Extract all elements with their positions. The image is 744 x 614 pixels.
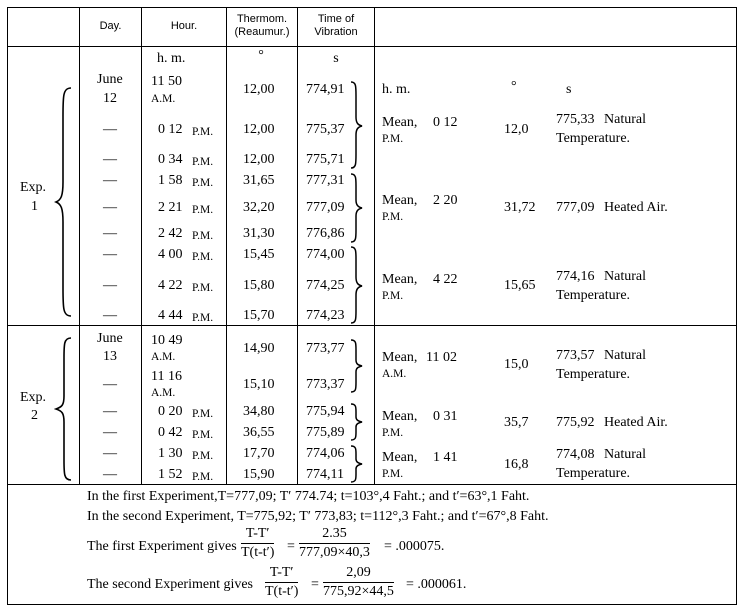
- exp1-row-vib: 776,86: [306, 226, 345, 241]
- header-rule: [7, 46, 737, 47]
- exp1-row-ampm: P.M.: [192, 126, 214, 138]
- exp2-row-vib: 774,11: [306, 467, 344, 482]
- exp2-mean-vib: 775,92: [556, 415, 595, 430]
- exp1-row-temp: 31,30: [243, 226, 275, 241]
- exp1-mean-label: Mean,: [382, 115, 418, 130]
- unit-degree: °: [258, 48, 264, 63]
- exp2-mean-vib: 773,57: [556, 348, 595, 363]
- exp1-day-num: 12: [103, 91, 117, 106]
- exp1-row-temp: 32,20: [243, 200, 275, 215]
- formula1-numerator-value: 2.35: [299, 526, 370, 544]
- exp1-row-vib: 775,37: [306, 122, 345, 137]
- exp1-mean-label: Mean,: [382, 272, 418, 287]
- exp2-mean-note: Natural: [604, 447, 646, 462]
- column-rule-means: [374, 7, 375, 484]
- exp1-row-hour: 11 50: [151, 74, 182, 89]
- exp1-row-temp: 15,45: [243, 247, 275, 262]
- formula1-result: = .000075.: [384, 539, 445, 554]
- exp1-row-vib: 777,09: [306, 200, 345, 215]
- formula2-prefix: The second Experiment gives: [87, 577, 254, 592]
- exp1-mean-vib: 777,09: [556, 200, 595, 215]
- formula1-denominator-value: 777,09×40,3: [299, 545, 370, 560]
- exp1-group1-brace: [349, 80, 365, 170]
- exp1-mean-time: 4 22: [433, 272, 458, 287]
- exp1-row-vib: 774,00: [306, 247, 345, 262]
- exp2-mean-label: Mean,: [382, 450, 418, 465]
- exp1-group3-brace: [349, 245, 365, 325]
- exp1-row-temp: 12,00: [243, 152, 275, 167]
- column-rule-day: [79, 7, 80, 484]
- exp1-mean-note: Heated Air.: [604, 200, 668, 215]
- exp1-row-hour: 1 58: [158, 173, 183, 188]
- exp2-dash: —: [103, 404, 117, 419]
- formula2-fraction: [265, 565, 298, 600]
- exp1-dash: —: [103, 308, 117, 323]
- formula2-numerator-value: 2,09: [323, 565, 394, 583]
- footer-line-1: In the first Experiment,T=777,09; T′ 774.74; t=103°,4 Faht.; and t′=63°,1 Faht.: [87, 489, 530, 504]
- exp1-mean-temp: 15,65: [504, 278, 536, 293]
- header-day: Day.: [99, 20, 122, 32]
- exp2-mean-vib: 774,08: [556, 447, 595, 462]
- exp2-mean-time: 1 41: [433, 450, 458, 465]
- exp2-mean-ampm: P.M.: [382, 468, 404, 480]
- exp1-row-temp: 12,00: [243, 122, 275, 137]
- exp1-row-vib: 775,71: [306, 152, 345, 167]
- exp2-row-vib: 774,06: [306, 446, 345, 461]
- exp2-row-temp: 36,55: [243, 425, 275, 440]
- formula2-denominator-value: 775,92×44,5: [323, 584, 394, 599]
- exp2-dash: —: [103, 425, 117, 440]
- exp2-row-ampm: P.M.: [192, 450, 214, 462]
- exp2-group3-brace: [349, 444, 365, 484]
- exp2-dash: —: [103, 446, 117, 461]
- exp1-dash: —: [103, 173, 117, 188]
- exp1-row-vib: 774,23: [306, 308, 345, 323]
- exp2-row-hour: 1 30: [158, 446, 183, 461]
- exp2-row-ampm: P.M.: [192, 429, 214, 441]
- exp2-row-temp: 15,10: [243, 377, 275, 392]
- exp1-mean-time: 2 20: [433, 193, 458, 208]
- exp1-dash: —: [103, 200, 117, 215]
- exp1-row-ampm: P.M.: [192, 177, 214, 189]
- exp1-dash: —: [103, 278, 117, 293]
- formula1-fraction-values: [299, 526, 370, 561]
- exp1-group2-brace: [349, 172, 365, 244]
- header-thermom-1: Thermom.: [236, 13, 288, 25]
- column-rule-vibration: [297, 7, 298, 484]
- formula1-equals: =: [287, 539, 295, 554]
- exp1-row-ampm: P.M.: [192, 251, 214, 263]
- formula1-numerator: T-T′: [241, 526, 274, 544]
- exp1-row-hour: 4 22: [158, 278, 183, 293]
- exp2-row-temp: 17,70: [243, 446, 275, 461]
- exp2-row-temp: 14,90: [243, 341, 275, 356]
- exp2-row-hour: 10 49: [151, 333, 183, 348]
- means-unit-seconds: s: [566, 82, 572, 97]
- exp1-row-hour: 4 44: [158, 308, 183, 323]
- exp1-mean-note: Natural: [604, 112, 646, 127]
- exp2-group2-brace: [349, 402, 365, 442]
- exp2-mean-note: Temperature.: [556, 466, 631, 481]
- exp2-label: Exp.: [20, 390, 47, 405]
- formula2-denominator: T(t-t′): [265, 584, 299, 599]
- exp2-row-temp: 34,80: [243, 404, 275, 419]
- footer-line-2: In the second Experiment, T=775,92; T′ 773,83; t=112°,3 Faht.; and t′=67°,8 Faht.: [87, 509, 549, 524]
- exp1-mean-ampm: P.M.: [382, 290, 404, 302]
- exp1-row-ampm: P.M.: [192, 312, 214, 324]
- exp2-day-month: June: [97, 331, 123, 346]
- means-unit-hm: h. m.: [382, 82, 411, 97]
- exp2-dash: —: [103, 467, 117, 482]
- exp1-mean-time: 0 12: [433, 115, 458, 130]
- exp1-mean-temp: 12,0: [504, 122, 529, 137]
- exp2-row-vib: 773,77: [306, 341, 345, 356]
- exp1-row-ampm: P.M.: [192, 204, 214, 216]
- exp2-mean-temp: 35,7: [504, 415, 529, 430]
- header-vibration-2: Vibration: [314, 26, 358, 38]
- exp2-row-hour: 0 20: [158, 404, 183, 419]
- exp2-row-ampm: P.M.: [192, 408, 214, 420]
- experiment-divider: [7, 325, 737, 326]
- exp2-mean-temp: 15,0: [504, 357, 529, 372]
- exp2-mean-time: 11 02: [426, 350, 457, 365]
- exp1-mean-ampm: P.M.: [382, 133, 404, 145]
- exp2-row-ampm: P.M.: [192, 471, 214, 483]
- formula2-fraction-values: [323, 565, 394, 600]
- exp2-mean-label: Mean,: [382, 350, 418, 365]
- exp1-row-hour: 0 34: [158, 152, 183, 167]
- exp1-row-vib: 774,25: [306, 278, 345, 293]
- formula1-prefix: The first Experiment gives: [87, 539, 237, 554]
- exp1-mean-note: Temperature.: [556, 288, 631, 303]
- exp1-row-ampm: P.M.: [192, 156, 214, 168]
- exp2-day-num: 13: [103, 349, 117, 364]
- exp1-label: Exp.: [20, 180, 47, 195]
- exp2-row-hour: 1 52: [158, 467, 183, 482]
- means-unit-degree: °: [511, 79, 517, 94]
- exp1-row-temp: 15,80: [243, 278, 275, 293]
- exp1-mean-temp: 31,72: [504, 200, 536, 215]
- exp1-row-temp: 12,00: [243, 82, 275, 97]
- exp2-mean-ampm: A.M.: [382, 368, 407, 380]
- header-thermom-2: (Reaumur.): [234, 26, 290, 38]
- exp1-number: 1: [31, 199, 38, 214]
- exp1-row-vib: 774,91: [306, 82, 345, 97]
- exp1-left-brace: [54, 86, 74, 318]
- column-rule-hour: [141, 7, 142, 484]
- header-vibration-1: Time of: [317, 13, 355, 25]
- exp2-row-vib: 773,37: [306, 377, 345, 392]
- exp2-mean-label: Mean,: [382, 409, 418, 424]
- exp1-row-temp: 31,65: [243, 173, 275, 188]
- exp2-mean-note: Natural: [604, 348, 646, 363]
- exp1-dash: —: [103, 247, 117, 262]
- exp2-group1-brace: [349, 338, 365, 394]
- exp2-row-hour: 0 42: [158, 425, 183, 440]
- exp1-row-ampm: P.M.: [192, 282, 214, 294]
- exp1-mean-note: Natural: [604, 269, 646, 284]
- exp2-mean-time: 0 31: [433, 409, 458, 424]
- exp1-row-vib: 777,31: [306, 173, 345, 188]
- exp2-mean-note: Heated Air.: [604, 415, 668, 430]
- exp2-number: 2: [31, 408, 38, 423]
- exp1-mean-note: Temperature.: [556, 131, 631, 146]
- exp2-dash: —: [103, 377, 117, 392]
- exp1-dash: —: [103, 122, 117, 137]
- exp1-row-ampm: A.M.: [151, 93, 176, 105]
- formula2-result: = .000061.: [406, 577, 467, 592]
- unit-seconds: s: [333, 51, 339, 66]
- header-hour: Hour.: [170, 20, 198, 32]
- exp2-left-brace: [54, 336, 74, 482]
- exp2-row-vib: 775,94: [306, 404, 345, 419]
- exp1-row-hour: 0 12: [158, 122, 183, 137]
- exp1-dash: —: [103, 152, 117, 167]
- exp1-dash: —: [103, 226, 117, 241]
- exp2-row-temp: 15,90: [243, 467, 275, 482]
- column-rule-thermom: [226, 7, 227, 484]
- exp2-row-ampm: A.M.: [151, 351, 176, 363]
- exp1-row-hour: 2 21: [158, 200, 183, 215]
- formula1-denominator: T(t-t′): [241, 545, 275, 560]
- formula2-numerator: T-T′: [265, 565, 298, 583]
- exp1-row-temp: 15,70: [243, 308, 275, 323]
- footer-rule: [7, 484, 737, 485]
- exp1-row-hour: 2 42: [158, 226, 183, 241]
- exp2-row-vib: 775,89: [306, 425, 345, 440]
- exp2-mean-note: Temperature.: [556, 367, 631, 382]
- exp2-mean-temp: 16,8: [504, 457, 529, 472]
- exp2-row-ampm: A.M.: [151, 387, 176, 399]
- exp1-mean-label: Mean,: [382, 193, 418, 208]
- formula1-fraction: [241, 526, 274, 561]
- exp1-row-hour: 4 00: [158, 247, 183, 262]
- unit-hm: h. m.: [157, 51, 186, 66]
- exp1-mean-vib: 774,16: [556, 269, 595, 284]
- exp1-row-ampm: P.M.: [192, 230, 214, 242]
- exp2-row-hour: 11 16: [151, 369, 182, 384]
- exp1-day-month: June: [97, 72, 123, 87]
- formula2-equals: =: [311, 577, 319, 592]
- exp1-mean-vib: 775,33: [556, 112, 595, 127]
- exp2-mean-ampm: P.M.: [382, 427, 404, 439]
- exp1-mean-ampm: P.M.: [382, 211, 404, 223]
